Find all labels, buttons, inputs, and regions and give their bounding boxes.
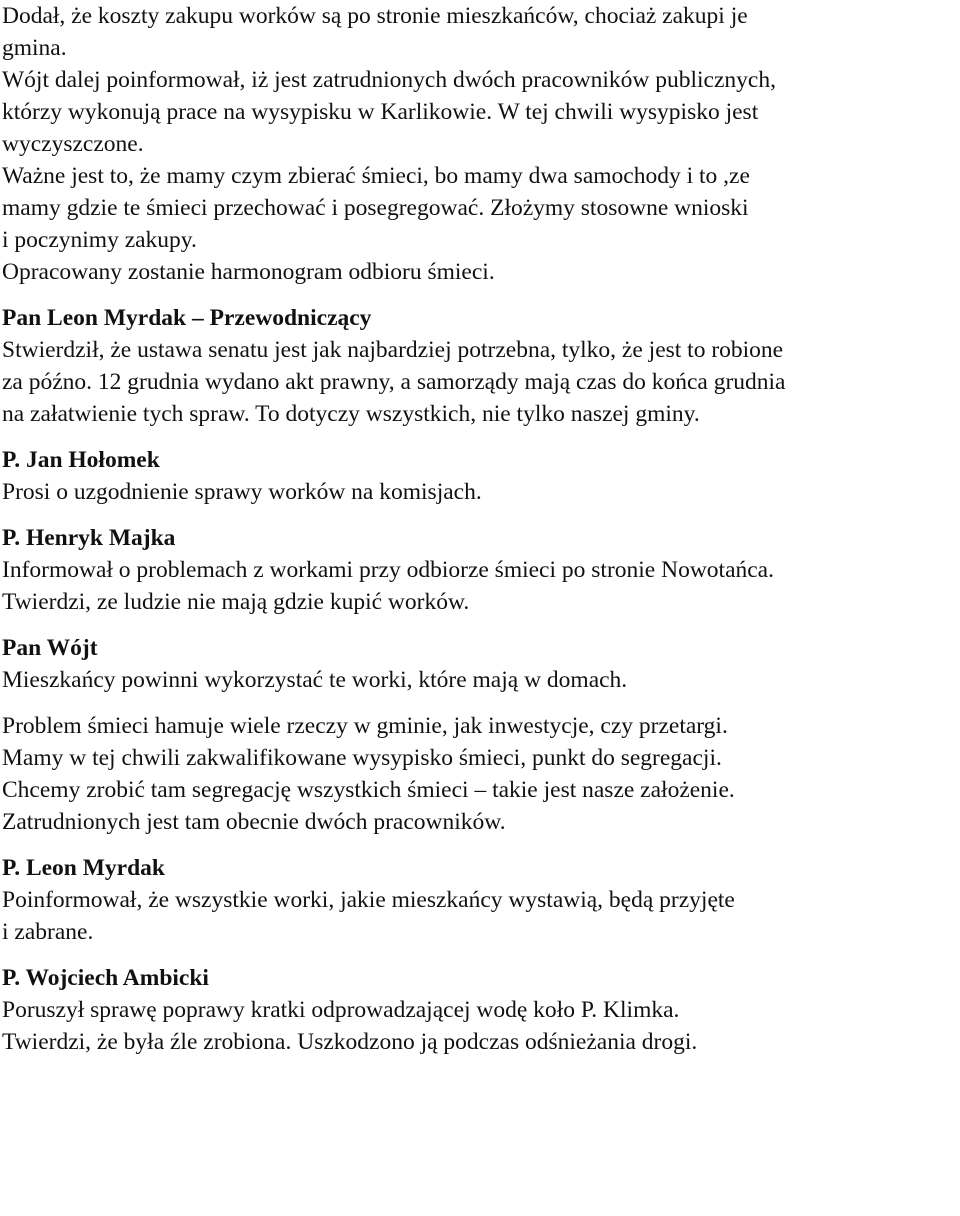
text-line: i poczynimy zakupy. [2,227,197,253]
paragraph-gap [2,618,958,632]
paragraph-gap [2,430,958,444]
text-line: gmina. [2,35,67,61]
text-line: Poruszył sprawę poprawy kratki odprowadzającej wodę koło P. Klimka. [2,997,680,1023]
text-line: Opracowany zostanie harmonogram odbioru śmieci. [2,259,495,285]
paragraph-gap [2,508,958,522]
text-line: wyczyszczone. [2,131,144,157]
speaker-heading: P. Leon Myrdak [2,855,165,881]
paragraph-gap [2,838,958,852]
text-line: Wójt dalej poinformował, iż jest zatrudnionych dwóch pracowników publicznych, [2,67,776,93]
text-line: za późno. 12 grudnia wydano akt prawny, a samorządy mają czas do końca grudnia [2,369,786,395]
speaker-heading: Pan Leon Myrdak – Przewodniczący [2,305,372,331]
text-line: Chcemy zrobić tam segregację wszystkich śmieci – takie jest nasze założenie. [2,777,735,803]
intro-paragraph [2,0,958,288]
text-line: na załatwienie tych spraw. To dotyczy wszystkich, nie tylko naszej gminy. [2,401,700,427]
speaker-heading: Pan Wójt [2,635,98,661]
text-line: Mieszkańcy powinni wykorzystać te worki, które mają w domach. [2,667,628,693]
speaker-heading: P. Henryk Majka [2,525,176,551]
document-page [2,0,958,1058]
text-line: Twierdzi, ze ludzie nie mają gdzie kupić worków. [2,589,470,615]
text-line: Ważne jest to, że mamy czym zbierać śmieci, bo mamy dwa samochody i to ,ze [2,163,750,189]
text-line: Stwierdził, że ustawa senatu jest jak najbardziej potrzebna, tylko, że jest to robione [2,337,784,363]
text-line: i zabrane. [2,919,94,945]
speaker-heading: P. Jan Hołomek [2,447,160,473]
section-pan-wojt-continued [2,710,958,838]
text-line: Twierdzi, że była źle zrobiona. Uszkodzono ją podczas odśnieżania drogi. [2,1029,698,1055]
section-pan-wojt [2,632,958,696]
text-line: Mamy w tej chwili zakwalifikowane wysypisko śmieci, punkt do segregacji. [2,745,722,771]
paragraph-gap [2,288,958,302]
text-line: Prosi o uzgodnienie sprawy worków na komisjach. [2,479,482,505]
text-line: mamy gdzie te śmieci przechować i posegregować. Złożymy stosowne wnioski [2,195,749,221]
section-leon-myrdak-chairman [2,302,958,430]
text-line: którzy wykonują prace na wysypisku w Karlikowie. W tej chwili wysypisko jest [2,99,759,125]
section-wojciech-ambicki [2,962,958,1058]
paragraph-gap [2,948,958,962]
section-henryk-majka [2,522,958,618]
text-line: Problem śmieci hamuje wiele rzeczy w gminie, jak inwestycje, czy przetargi. [2,713,728,739]
text-line: Zatrudnionych jest tam obecnie dwóch pracowników. [2,809,506,835]
section-leon-myrdak [2,852,958,948]
section-jan-holomek [2,444,958,508]
text-line: Dodał, że koszty zakupu worków są po stronie mieszkańców, chociaż zakupi je [2,3,748,29]
speaker-heading: P. Wojciech Ambicki [2,965,209,991]
text-line: Informował o problemach z workami przy odbiorze śmieci po stronie Nowotańca. [2,557,774,583]
text-line: Poinformował, że wszystkie worki, jakie mieszkańcy wystawią, będą przyjęte [2,887,735,913]
paragraph-gap [2,696,958,710]
